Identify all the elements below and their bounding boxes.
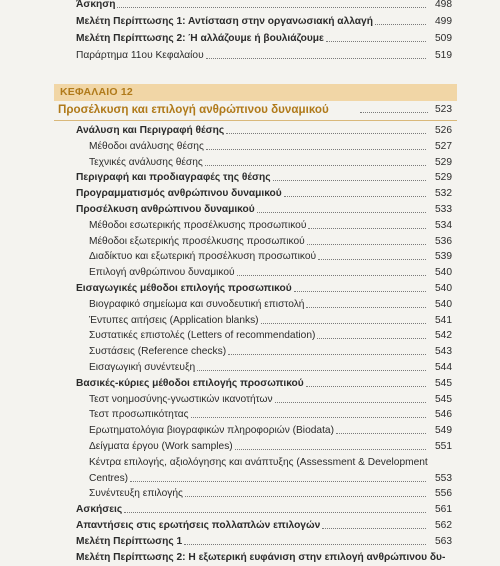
- toc-entry-page: 553: [435, 472, 452, 484]
- leader-dots: [130, 481, 426, 482]
- toc-entry: [0, 312, 500, 329]
- toc-entry-title: Κέντρα επιλογής, αξιολόγησης και ανάπτυξης (Assessment & Development: [89, 456, 428, 468]
- toc-entry: [0, 138, 500, 155]
- toc-entry-title: Βιογραφικό σημείωμα και συνοδευτική επιστολή: [89, 298, 305, 310]
- leader-dots: [237, 275, 426, 276]
- toc-entry: [0, 13, 500, 30]
- toc-entry-title: Βασικές-κύριες μέθοδοι επιλογής προσωπικού: [76, 377, 304, 389]
- toc-entry: [0, 47, 500, 64]
- toc-entry: [0, 359, 500, 376]
- toc-entry: [0, 280, 500, 297]
- toc-entry-title: Συστάσεις (Reference checks): [89, 346, 227, 358]
- toc-entry-page: 536: [435, 235, 452, 247]
- toc-entry-page: 544: [435, 362, 452, 373]
- leader-dots: [306, 386, 426, 387]
- leader-dots: [206, 149, 426, 150]
- toc-entry-page: 540: [435, 283, 452, 294]
- toc-entry-title: Προγραμματισμός ανθρώπινου δυναμικού: [76, 188, 282, 200]
- toc-entry: [0, 217, 500, 234]
- toc-entry: [0, 233, 500, 250]
- leader-dots: [206, 58, 426, 59]
- toc-entry-title: Δείγματα έργου (Work samples): [89, 441, 233, 452]
- leader-dots: [275, 402, 426, 403]
- toc-entry-page: 545: [435, 393, 452, 405]
- toc-entry: [0, 327, 500, 344]
- leader-dots: [308, 228, 426, 229]
- toc-entry-title: Τεχνικές ανάλυσης θέσης: [89, 156, 203, 168]
- toc-entry: [0, 470, 500, 487]
- toc-entry-page: 499: [435, 16, 452, 27]
- toc-entry-page: 529: [435, 156, 452, 168]
- toc-entry: [0, 122, 500, 139]
- chapter-title-row: [0, 101, 500, 118]
- toc-entry-title: Διαδίκτυο και εξωτερική προσέλκυση προσωπικού: [89, 251, 317, 263]
- toc-entry: [0, 296, 500, 313]
- toc-entry-title: Εισαγωγικές μέθοδοι επιλογής προσωπικού: [76, 283, 292, 294]
- toc-entry-title: Μελέτη Περίπτωσης 2: Η εξωτερική ευφάνιση στην επιλογή ανθρώπινου δυ-: [76, 551, 446, 563]
- toc-entry-page: 540: [435, 298, 452, 310]
- leader-dots: [191, 417, 426, 418]
- leader-dots: [294, 291, 426, 292]
- leader-dots: [117, 7, 426, 8]
- leader-dots: [261, 323, 426, 324]
- leader-dots: [317, 338, 426, 339]
- toc-entry-page: 509: [435, 33, 452, 44]
- leader-dots: [326, 41, 426, 42]
- leader-dots: [235, 449, 426, 450]
- toc-entry-page: 532: [435, 188, 452, 200]
- leader-dots: [228, 354, 426, 355]
- toc-entry-title: Προσέλκυση ανθρώπινου δυναμικού: [76, 204, 255, 215]
- toc-entry: [0, 169, 500, 186]
- leader-dots: [226, 133, 426, 134]
- toc-entry: [0, 549, 500, 566]
- leader-dots: [318, 259, 426, 260]
- toc-entry-title: Ασκήσεις: [76, 504, 123, 516]
- toc-entry-page: 541: [435, 314, 452, 326]
- leader-dots: [307, 244, 426, 245]
- toc-entry-title: Ερωτηματολόγια βιογραφικών πληροφοριών (Biodata): [89, 425, 334, 437]
- toc-entry: [0, 406, 500, 423]
- toc-entry-page: 539: [435, 251, 452, 263]
- toc-entry-title: Μελέτη Περίπτωσης 1: Αντίσταση στην οργανωσιακή αλλαγή: [76, 16, 373, 27]
- toc-entry: [0, 264, 500, 281]
- toc-entry-page: 563: [435, 535, 452, 547]
- leader-dots: [257, 212, 426, 213]
- chapter-rule: [54, 120, 457, 121]
- toc-entry-title: Παράρτημα 11ου Κεφαλαίου: [76, 50, 204, 61]
- toc-entry-title: Μέθοδοι ανάλυσης θέσης: [89, 140, 204, 152]
- toc-entry-page: 545: [435, 377, 452, 389]
- toc-entry-title: Απαντήσεις στις ερωτήσεις πολλαπλών επιλογών: [76, 520, 321, 531]
- leader-dots: [197, 370, 426, 371]
- toc-entry: [0, 185, 500, 202]
- chapter-title-page: 523: [435, 104, 452, 115]
- toc-entry-title: Μέθοδοι εξωτερικής προσέλκυσης προσωπικού: [89, 235, 305, 247]
- toc-entry: [0, 375, 500, 392]
- toc-entry-title: Συστατικές επιστολές (Letters of recommendation): [89, 330, 316, 342]
- toc-entry-page: 556: [435, 488, 452, 500]
- toc-entry-title: Άσκηση: [76, 0, 116, 10]
- toc-entry-page: 561: [435, 504, 452, 516]
- toc-entry-title: Τεστ νοημοσύνης-γνωστικών ικανοτήτων: [89, 393, 273, 405]
- toc-entry: [0, 0, 500, 13]
- toc-entry-page: 551: [435, 441, 452, 452]
- toc-entry-page: 562: [435, 520, 452, 531]
- toc-entry-page: 540: [435, 267, 452, 279]
- toc-entry-title: Τεστ προσωπικότητας: [89, 409, 189, 421]
- toc-entry-page: 543: [435, 346, 452, 358]
- toc-entry-title: Συνέντευξη επιλογής: [89, 488, 183, 500]
- toc-entry: [0, 391, 500, 408]
- toc-entry-title: Έντυπες αιτήσεις (Application blanks): [89, 314, 259, 326]
- toc-entry: [0, 517, 500, 534]
- toc-entry-page: 533: [435, 204, 452, 215]
- chapter-title: Προσέλκυση και επιλογή ανθρώπινου δυναμικού: [58, 103, 329, 116]
- leader-dots: [284, 196, 426, 197]
- leader-dots: [360, 112, 428, 113]
- toc-entry-page: 529: [435, 172, 452, 184]
- toc-entry-title: Ανάλυση και Περιγραφή θέσης: [76, 125, 225, 136]
- toc-entry: [0, 454, 500, 471]
- toc-entry-page: 546: [435, 409, 452, 421]
- toc-entry-title: Επιλογή ανθρώπινου δυναμικού: [89, 267, 235, 279]
- toc-entry: [0, 343, 500, 360]
- toc-entry-page: 527: [435, 140, 452, 152]
- toc-entry: [0, 422, 500, 439]
- toc-entry: [0, 201, 500, 218]
- toc-entry: [0, 30, 500, 47]
- toc-entry-title: Μελέτη Περίπτωσης 1: [76, 535, 183, 547]
- leader-dots: [306, 307, 426, 308]
- toc-entry-page: 526: [435, 125, 452, 136]
- toc-entry-page: 534: [435, 219, 452, 231]
- chapter-label: ΚΕΦΑΛΑΙΟ 12: [60, 86, 133, 98]
- leader-dots: [273, 180, 426, 181]
- toc-entry: [0, 248, 500, 265]
- toc-entry-page: 498: [435, 0, 452, 10]
- leader-dots: [322, 528, 426, 529]
- toc-entry-page: 549: [435, 425, 452, 437]
- leader-dots: [205, 165, 426, 166]
- toc-entry: [0, 154, 500, 171]
- leader-dots: [336, 433, 426, 434]
- leader-dots: [185, 496, 426, 497]
- leader-dots: [375, 24, 426, 25]
- toc-entry-page: 542: [435, 330, 452, 342]
- toc-entry-title: Μελέτη Περίπτωσης 2: Ή αλλάζουμε ή βουλιάζουμε: [76, 33, 324, 44]
- leader-dots: [184, 544, 426, 545]
- toc-entry: [0, 533, 500, 550]
- toc-entry-page: 519: [435, 50, 452, 61]
- leader-dots: [124, 512, 426, 513]
- toc-entry-title: Μέθοδοι εσωτερικής προσέλκυσης προσωπικού: [89, 219, 307, 231]
- toc-entry-title: Centres): [89, 472, 129, 484]
- toc-entry-title: Περιγραφή και προδιαγραφές της θέσης: [76, 172, 271, 184]
- toc-entry: [0, 438, 500, 455]
- toc-entry: [0, 501, 500, 518]
- toc-entry-title: Εισαγωγική συνέντευξη: [89, 362, 196, 373]
